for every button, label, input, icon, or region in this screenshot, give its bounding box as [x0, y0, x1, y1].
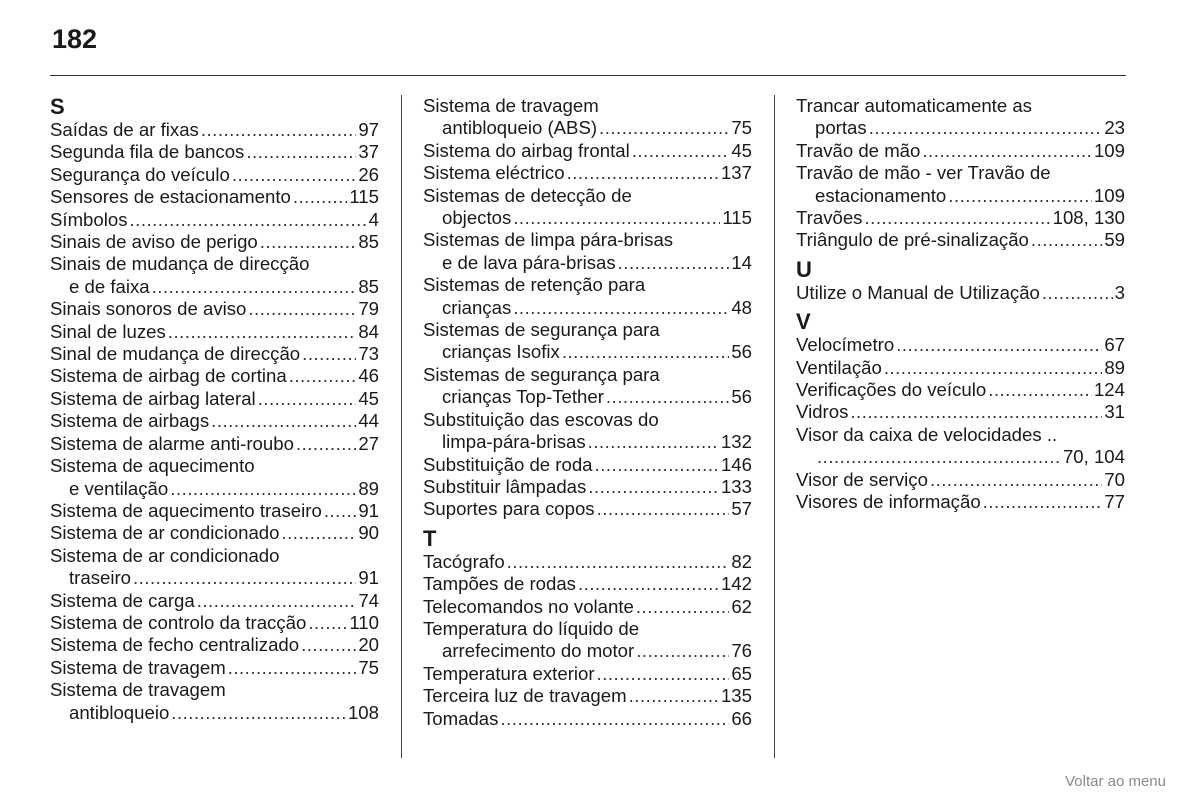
dot-leader: [636, 596, 729, 618]
page-reference[interactable]: 4: [368, 208, 379, 230]
entry-term: Sistema de controlo da tracção: [50, 611, 307, 633]
page-reference[interactable]: 73: [358, 343, 379, 365]
entry-term: crianças: [442, 296, 512, 318]
column-divider: [401, 95, 402, 758]
page-reference[interactable]: 75: [358, 656, 379, 678]
index-column-3: [796, 95, 1125, 514]
entry-term: Travão de mão - ver Travão de: [796, 162, 1051, 184]
index-entry[interactable]: [50, 634, 379, 656]
index-entry[interactable]: [423, 454, 752, 476]
dot-leader: [211, 410, 356, 432]
page-reference[interactable]: 110: [349, 611, 379, 633]
page-reference[interactable]: 67: [1104, 334, 1125, 356]
entry-term: Substituição de roda: [423, 453, 593, 475]
index-entry[interactable]: [423, 95, 752, 140]
entry-term: Velocímetro: [796, 334, 895, 356]
page-reference[interactable]: 76: [731, 640, 752, 662]
page-reference[interactable]: 142: [720, 573, 752, 595]
dot-leader: [197, 590, 357, 612]
entry-term: Sistemas de retenção para: [423, 274, 646, 296]
entry-term: antibloqueio (ABS): [442, 117, 598, 139]
entry-term: Sistema de alarme anti-roubo: [50, 432, 294, 454]
index-entry[interactable]: [50, 500, 379, 522]
index-entry[interactable]: [796, 282, 1125, 304]
dot-leader: [597, 498, 730, 520]
page-reference[interactable]: 3: [1114, 281, 1125, 303]
dot-leader: [983, 491, 1103, 513]
index-entry[interactable]: [423, 551, 752, 573]
page-reference[interactable]: 108, 130: [1052, 207, 1125, 229]
dot-leader: [248, 298, 356, 320]
index-entry[interactable]: [423, 685, 752, 707]
page-reference[interactable]: 89: [1104, 356, 1125, 378]
page-reference[interactable]: 82: [731, 550, 752, 572]
page-reference[interactable]: 74: [358, 589, 379, 611]
index-entry[interactable]: [423, 573, 752, 595]
page-number: 182: [52, 24, 98, 54]
page-reference[interactable]: 79: [358, 298, 379, 320]
entry-term: Sistema de travagem: [50, 656, 226, 678]
page-reference[interactable]: 62: [731, 595, 752, 617]
entry-term: Sistema de airbags: [50, 410, 210, 432]
entry-term: arrefecimento do motor: [442, 640, 635, 662]
page-reference[interactable]: 66: [731, 707, 752, 729]
index-entry[interactable]: [50, 388, 379, 410]
dot-leader: [988, 379, 1092, 401]
dot-leader: [618, 252, 730, 274]
index-entry[interactable]: [50, 455, 379, 500]
entry-term: Travões: [796, 207, 863, 229]
page-reference[interactable]: 70, 104: [1062, 446, 1125, 468]
index-entry[interactable]: [423, 162, 752, 184]
header-rule: [50, 75, 1126, 76]
index-entry[interactable]: [50, 321, 379, 343]
page-reference[interactable]: 44: [358, 410, 379, 432]
index-entry[interactable]: [423, 409, 752, 454]
page-reference[interactable]: 70: [1104, 468, 1125, 490]
entry-term: Sistema de travagem: [50, 679, 226, 701]
index-entry[interactable]: [423, 274, 752, 319]
page-reference[interactable]: 109: [1093, 184, 1125, 206]
dot-leader: [1042, 282, 1113, 304]
dot-leader: [599, 117, 729, 139]
entry-term: Triângulo de pré-sinalização: [796, 229, 1029, 251]
dot-leader: [228, 657, 357, 679]
index-entry[interactable]: [50, 298, 379, 320]
dot-leader: [258, 388, 357, 410]
page-reference[interactable]: 133: [720, 475, 752, 497]
page-reference[interactable]: 37: [358, 141, 379, 163]
index-entry[interactable]: [796, 162, 1125, 207]
page-reference[interactable]: 109: [1093, 139, 1125, 161]
index-entry[interactable]: [796, 140, 1125, 162]
index-entry[interactable]: [423, 140, 752, 162]
entry-term: portas: [815, 117, 867, 139]
entry-term: Travão de mão: [796, 139, 921, 161]
index-entry[interactable]: [50, 209, 379, 231]
dot-leader: [567, 162, 719, 184]
entry-term: Sistema de travagem: [423, 95, 599, 116]
entry-term: Sistema de airbag lateral: [50, 387, 256, 409]
index-entry[interactable]: [50, 141, 379, 163]
page-reference[interactable]: 124: [1093, 379, 1125, 401]
index-entry[interactable]: [423, 185, 752, 230]
index-entry[interactable]: [796, 469, 1125, 491]
entry-term: Visor da caixa de velocidades ..: [796, 423, 1058, 445]
index-entry[interactable]: [796, 207, 1125, 229]
entry-term: Substituição das escovas do: [423, 408, 659, 430]
index-entry[interactable]: [50, 343, 379, 365]
page-reference[interactable]: 115: [722, 207, 752, 229]
index-entry[interactable]: [796, 357, 1125, 379]
dot-leader: [588, 431, 719, 453]
dot-leader: [850, 401, 1102, 423]
dot-leader: [817, 446, 1061, 468]
dot-leader: [289, 365, 357, 387]
section-letter: U: [796, 256, 812, 282]
dot-leader: [922, 140, 1092, 162]
entry-term: Temperatura exterior: [423, 662, 595, 684]
entry-term: Sistema eléctrico: [423, 162, 565, 184]
entry-term: Sistemas de detecção de: [423, 184, 632, 206]
entry-term: Sistema de carga: [50, 589, 195, 611]
page-reference[interactable]: 85: [358, 231, 379, 253]
page-reference[interactable]: 108: [347, 701, 379, 723]
dot-leader: [170, 478, 356, 500]
index-entry[interactable]: [796, 379, 1125, 401]
dot-leader: [864, 207, 1050, 229]
dot-leader: [281, 522, 356, 544]
entry-term: Telecomandos no volante: [423, 595, 634, 617]
index-entry[interactable]: [796, 229, 1125, 251]
index-entry[interactable]: [423, 364, 752, 409]
page-reference[interactable]: 48: [731, 296, 752, 318]
page-reference[interactable]: 89: [358, 477, 379, 499]
entry-term: Temperatura do líquido de: [423, 617, 640, 639]
page-reference[interactable]: 137: [720, 162, 752, 184]
entry-term: Sistema de aquecimento traseiro: [50, 499, 322, 521]
index-entry[interactable]: [50, 253, 379, 298]
dot-leader: [1031, 229, 1102, 251]
entry-term: Sinal de luzes: [50, 320, 166, 342]
dot-leader: [513, 297, 729, 319]
index-entry[interactable]: [50, 410, 379, 432]
index-entry[interactable]: [423, 229, 752, 274]
index-entry[interactable]: [796, 334, 1125, 356]
dot-leader: [948, 185, 1092, 207]
entry-term: Sistema de aquecimento: [50, 455, 255, 477]
dot-leader: [629, 685, 719, 707]
entry-term: Sistema de ar condicionado: [50, 522, 280, 544]
page-reference[interactable]: 91: [358, 499, 379, 521]
index-entry[interactable]: [423, 476, 752, 498]
index-entry[interactable]: [796, 95, 1125, 140]
dot-leader: [260, 231, 357, 253]
column-divider: [774, 95, 775, 758]
page-reference[interactable]: 97: [358, 119, 379, 140]
index-entry[interactable]: [50, 433, 379, 455]
page-reference[interactable]: 26: [358, 163, 379, 185]
dot-leader: [930, 469, 1102, 491]
entry-term: Sistema do airbag frontal: [423, 139, 630, 161]
page-reference[interactable]: 85: [358, 275, 379, 297]
dot-leader: [232, 164, 356, 186]
dot-leader: [562, 341, 730, 363]
entry-term: Visor de serviço: [796, 468, 928, 490]
entry-term: Substituir lâmpadas: [423, 475, 587, 497]
dot-leader: [130, 209, 367, 231]
page-reference[interactable]: 31: [1104, 401, 1125, 423]
entry-term: Sinais sonoros de aviso: [50, 298, 247, 320]
page-reference[interactable]: 46: [358, 365, 379, 387]
section-letter: V: [796, 309, 811, 335]
entry-term: Sistemas de segurança para: [423, 363, 660, 385]
dot-leader: [606, 386, 729, 408]
index-entry[interactable]: [423, 319, 752, 364]
index-entry[interactable]: [50, 119, 379, 141]
entry-term: crianças Top-Tether: [442, 386, 604, 408]
page-reference[interactable]: 65: [731, 662, 752, 684]
dot-leader: [597, 663, 730, 685]
entry-term: e de lava pára-brisas: [442, 251, 616, 273]
entry-term: Sinal de mudança de direcção: [50, 343, 301, 365]
dot-leader: [171, 702, 346, 724]
entry-term: Utilize o Manual de Utilização: [796, 281, 1040, 303]
index-entry[interactable]: [50, 679, 379, 724]
page-reference[interactable]: 90: [358, 522, 379, 544]
index-entry[interactable]: [423, 618, 752, 663]
page-reference[interactable]: 146: [720, 453, 752, 475]
page-reference[interactable]: 135: [720, 685, 752, 707]
entry-term: e ventilação: [69, 477, 169, 499]
dot-leader: [507, 551, 730, 573]
index-entry[interactable]: [50, 590, 379, 612]
index-entry[interactable]: [50, 522, 379, 544]
index-entry[interactable]: [50, 231, 379, 253]
page-reference[interactable]: 84: [358, 320, 379, 342]
entry-term: e de faixa: [69, 275, 150, 297]
entry-term: Ventilação: [796, 356, 882, 378]
index-entry[interactable]: [50, 612, 379, 634]
page-reference[interactable]: 75: [731, 117, 752, 139]
index-entry[interactable]: [796, 424, 1125, 469]
entry-term: Segunda fila de bancos: [50, 141, 245, 163]
dot-leader: [168, 321, 357, 343]
entry-term: Verificações do veículo: [796, 379, 987, 401]
entry-term: Sistema de fecho centralizado: [50, 634, 300, 656]
entry-term: Sistema de airbag de cortina: [50, 365, 287, 387]
dot-leader: [152, 276, 357, 298]
index-entry[interactable]: [423, 596, 752, 618]
index-entry[interactable]: [50, 164, 379, 186]
entry-term: Tomadas: [423, 707, 499, 729]
page-reference[interactable]: 27: [358, 432, 379, 454]
page-reference[interactable]: 56: [731, 386, 752, 408]
page-reference[interactable]: 14: [731, 251, 752, 273]
entry-term: Segurança do veículo: [50, 163, 230, 185]
page-reference[interactable]: 20: [358, 634, 379, 656]
dot-leader: [896, 334, 1102, 356]
dot-leader: [133, 567, 356, 589]
entry-term: Sinais de mudança de direcção: [50, 253, 310, 275]
page-reference[interactable]: 77: [1104, 491, 1125, 513]
dot-leader: [324, 500, 356, 522]
index-entry[interactable]: [50, 657, 379, 679]
entry-term: Terceira luz de travagem: [423, 685, 627, 707]
dot-leader: [293, 186, 348, 208]
entry-term: Tampões de rodas: [423, 573, 576, 595]
page-reference[interactable]: 45: [731, 139, 752, 161]
index-entry[interactable]: [50, 545, 379, 590]
dot-leader: [513, 207, 720, 229]
entry-term: traseiro: [69, 567, 132, 589]
dot-leader: [578, 573, 719, 595]
dot-leader: [632, 140, 730, 162]
index-entry[interactable]: [423, 708, 752, 730]
page-reference[interactable]: 45: [358, 387, 379, 409]
section-letter: S: [50, 94, 65, 119]
entry-term: limpa-pára-brisas: [442, 431, 586, 453]
index-entry[interactable]: [50, 186, 379, 208]
section-letter: T: [423, 525, 437, 551]
index-column-1: [50, 95, 379, 724]
index-entry[interactable]: [50, 365, 379, 387]
entry-term: Vidros: [796, 401, 849, 423]
page-reference[interactable]: 59: [1104, 229, 1125, 251]
dot-leader: [308, 612, 347, 634]
dot-leader: [595, 454, 719, 476]
index-column-2: [423, 95, 752, 730]
dot-leader: [246, 141, 356, 163]
dot-leader: [301, 634, 356, 656]
entry-term: objectos: [442, 207, 512, 229]
entry-term: Visores de informação: [796, 491, 981, 513]
dot-leader: [201, 119, 356, 141]
entry-term: crianças Isofix: [442, 341, 560, 363]
index-entry[interactable]: [423, 663, 752, 685]
entry-term: Suportes para copos: [423, 498, 595, 520]
dot-leader: [296, 433, 356, 455]
page-reference[interactable]: 91: [358, 567, 379, 589]
page-reference[interactable]: 56: [731, 341, 752, 363]
entry-term: Sensores de estacionamento: [50, 186, 291, 208]
index-entry[interactable]: [796, 491, 1125, 513]
entry-term: Sistema de ar condicionado: [50, 544, 280, 566]
entry-term: antibloqueio: [69, 701, 170, 723]
entry-term: Sinais de aviso de perigo: [50, 231, 258, 253]
page-reference[interactable]: 23: [1104, 117, 1125, 139]
entry-term: Trancar automaticamente as: [796, 95, 1032, 116]
page-reference[interactable]: 57: [731, 498, 752, 520]
entry-term: Símbolos: [50, 208, 128, 230]
entry-term: Sistemas de segurança para: [423, 319, 660, 341]
index-entry[interactable]: [796, 401, 1125, 423]
dot-leader: [588, 476, 719, 498]
dot-leader: [869, 117, 1103, 139]
entry-term: Tacógrafo: [423, 550, 505, 572]
page-reference[interactable]: 132: [720, 431, 752, 453]
page-reference[interactable]: 115: [349, 186, 379, 208]
back-to-menu-link[interactable]: Voltar ao menu: [1065, 773, 1166, 790]
entry-term: estacionamento: [815, 184, 947, 206]
dot-leader: [302, 343, 356, 365]
index-entry[interactable]: [423, 498, 752, 520]
dot-leader: [500, 708, 729, 730]
entry-term: Saídas de ar fixas: [50, 119, 199, 140]
dot-leader: [884, 357, 1103, 379]
dot-leader: [636, 640, 729, 662]
entry-term: Sistemas de limpa pára-brisas: [423, 229, 674, 251]
